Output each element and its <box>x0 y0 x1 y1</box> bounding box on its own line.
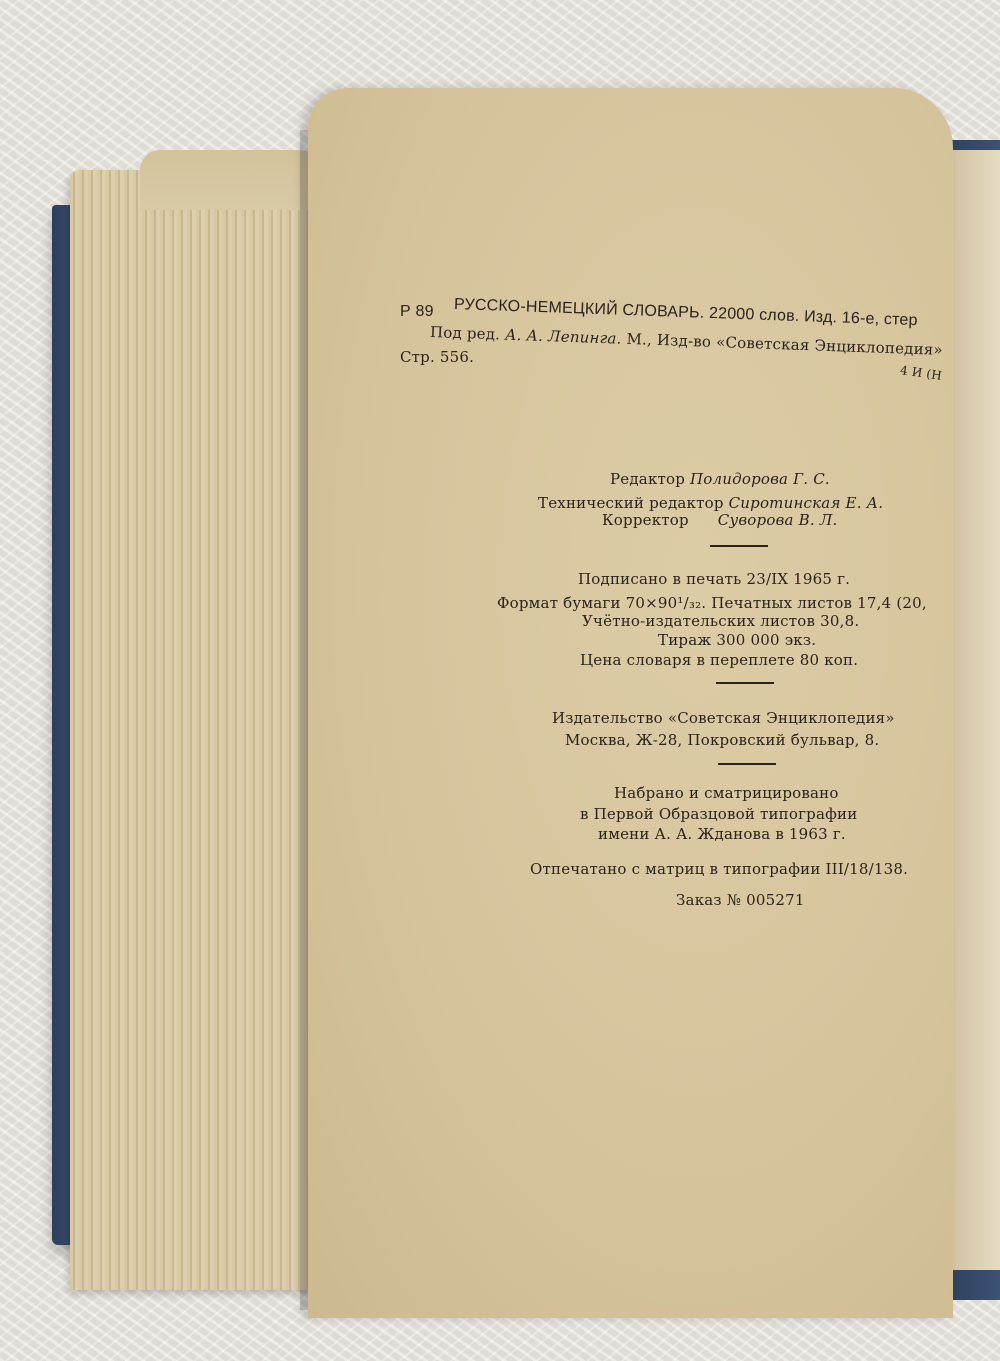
catalog-pages: Стр. 556. <box>400 348 475 366</box>
catalog-title: РУССКО-НЕМЕЦКИЙ СЛОВАРЬ. 22000 слов. Изд. 16-е, стер <box>453 296 918 330</box>
catalog-editor-prefix: Под ред. <box>429 323 501 344</box>
print-price: Цена словаря в переплете 80 коп. <box>580 651 859 669</box>
credit-tech-editor <box>538 494 883 512</box>
credit-editor <box>610 470 830 488</box>
divider-1 <box>710 545 768 547</box>
credit-corrector <box>602 511 837 529</box>
page-stack-top <box>140 150 320 210</box>
catalog-editor-name: А. А. Лепинга. <box>504 325 622 348</box>
credit-tech-editor-name: Сиротинская Е. А. <box>728 494 884 512</box>
right-page-edge <box>945 150 1000 1270</box>
typeset-line-3: имени А. А. Жданова в 1963 г. <box>598 825 846 843</box>
credit-corrector-name: Суворова В. Л. <box>717 511 838 529</box>
print-circulation: Тираж 300 000 экз. <box>658 631 817 649</box>
typeset-line-2: в Первой Образцовой типографии <box>580 805 858 823</box>
typeset-line-1: Набрано и сматрицировано <box>614 784 839 802</box>
print-signed: Подписано в печать 23/IX 1965 г. <box>578 570 851 588</box>
print-sheets: Учётно-издательских листов 30,8. <box>582 612 860 630</box>
divider-3 <box>718 763 776 765</box>
catalog-index: 4 И (Н <box>899 363 943 383</box>
catalog-publisher: М., Изд-во «Советская Энциклопедия» <box>626 329 944 359</box>
print-format: Формат бумаги 70×90¹/₃₂. Печатных листов 17,4 (20, <box>497 594 927 612</box>
publisher-name: Издательство «Советская Энциклопедия» <box>552 709 895 727</box>
divider-2 <box>716 682 774 684</box>
order-number: Заказ № 005271 <box>676 891 805 909</box>
printed-from-matrices: Отпечатано с матриц в типографии III/18/138. <box>530 860 909 878</box>
page-stack-edges <box>70 170 320 1290</box>
credit-tech-editor-label: Технический редактор <box>538 494 724 512</box>
credit-editor-label: Редактор <box>610 470 686 488</box>
colophon-page <box>308 88 953 1318</box>
publisher-address: Москва, Ж-28, Покровский бульвар, 8. <box>565 731 880 749</box>
catalog-code: Р 89 <box>400 303 434 320</box>
credit-corrector-label: Корректор <box>602 511 689 529</box>
credit-editor-name: Полидорова Г. С. <box>690 470 830 488</box>
